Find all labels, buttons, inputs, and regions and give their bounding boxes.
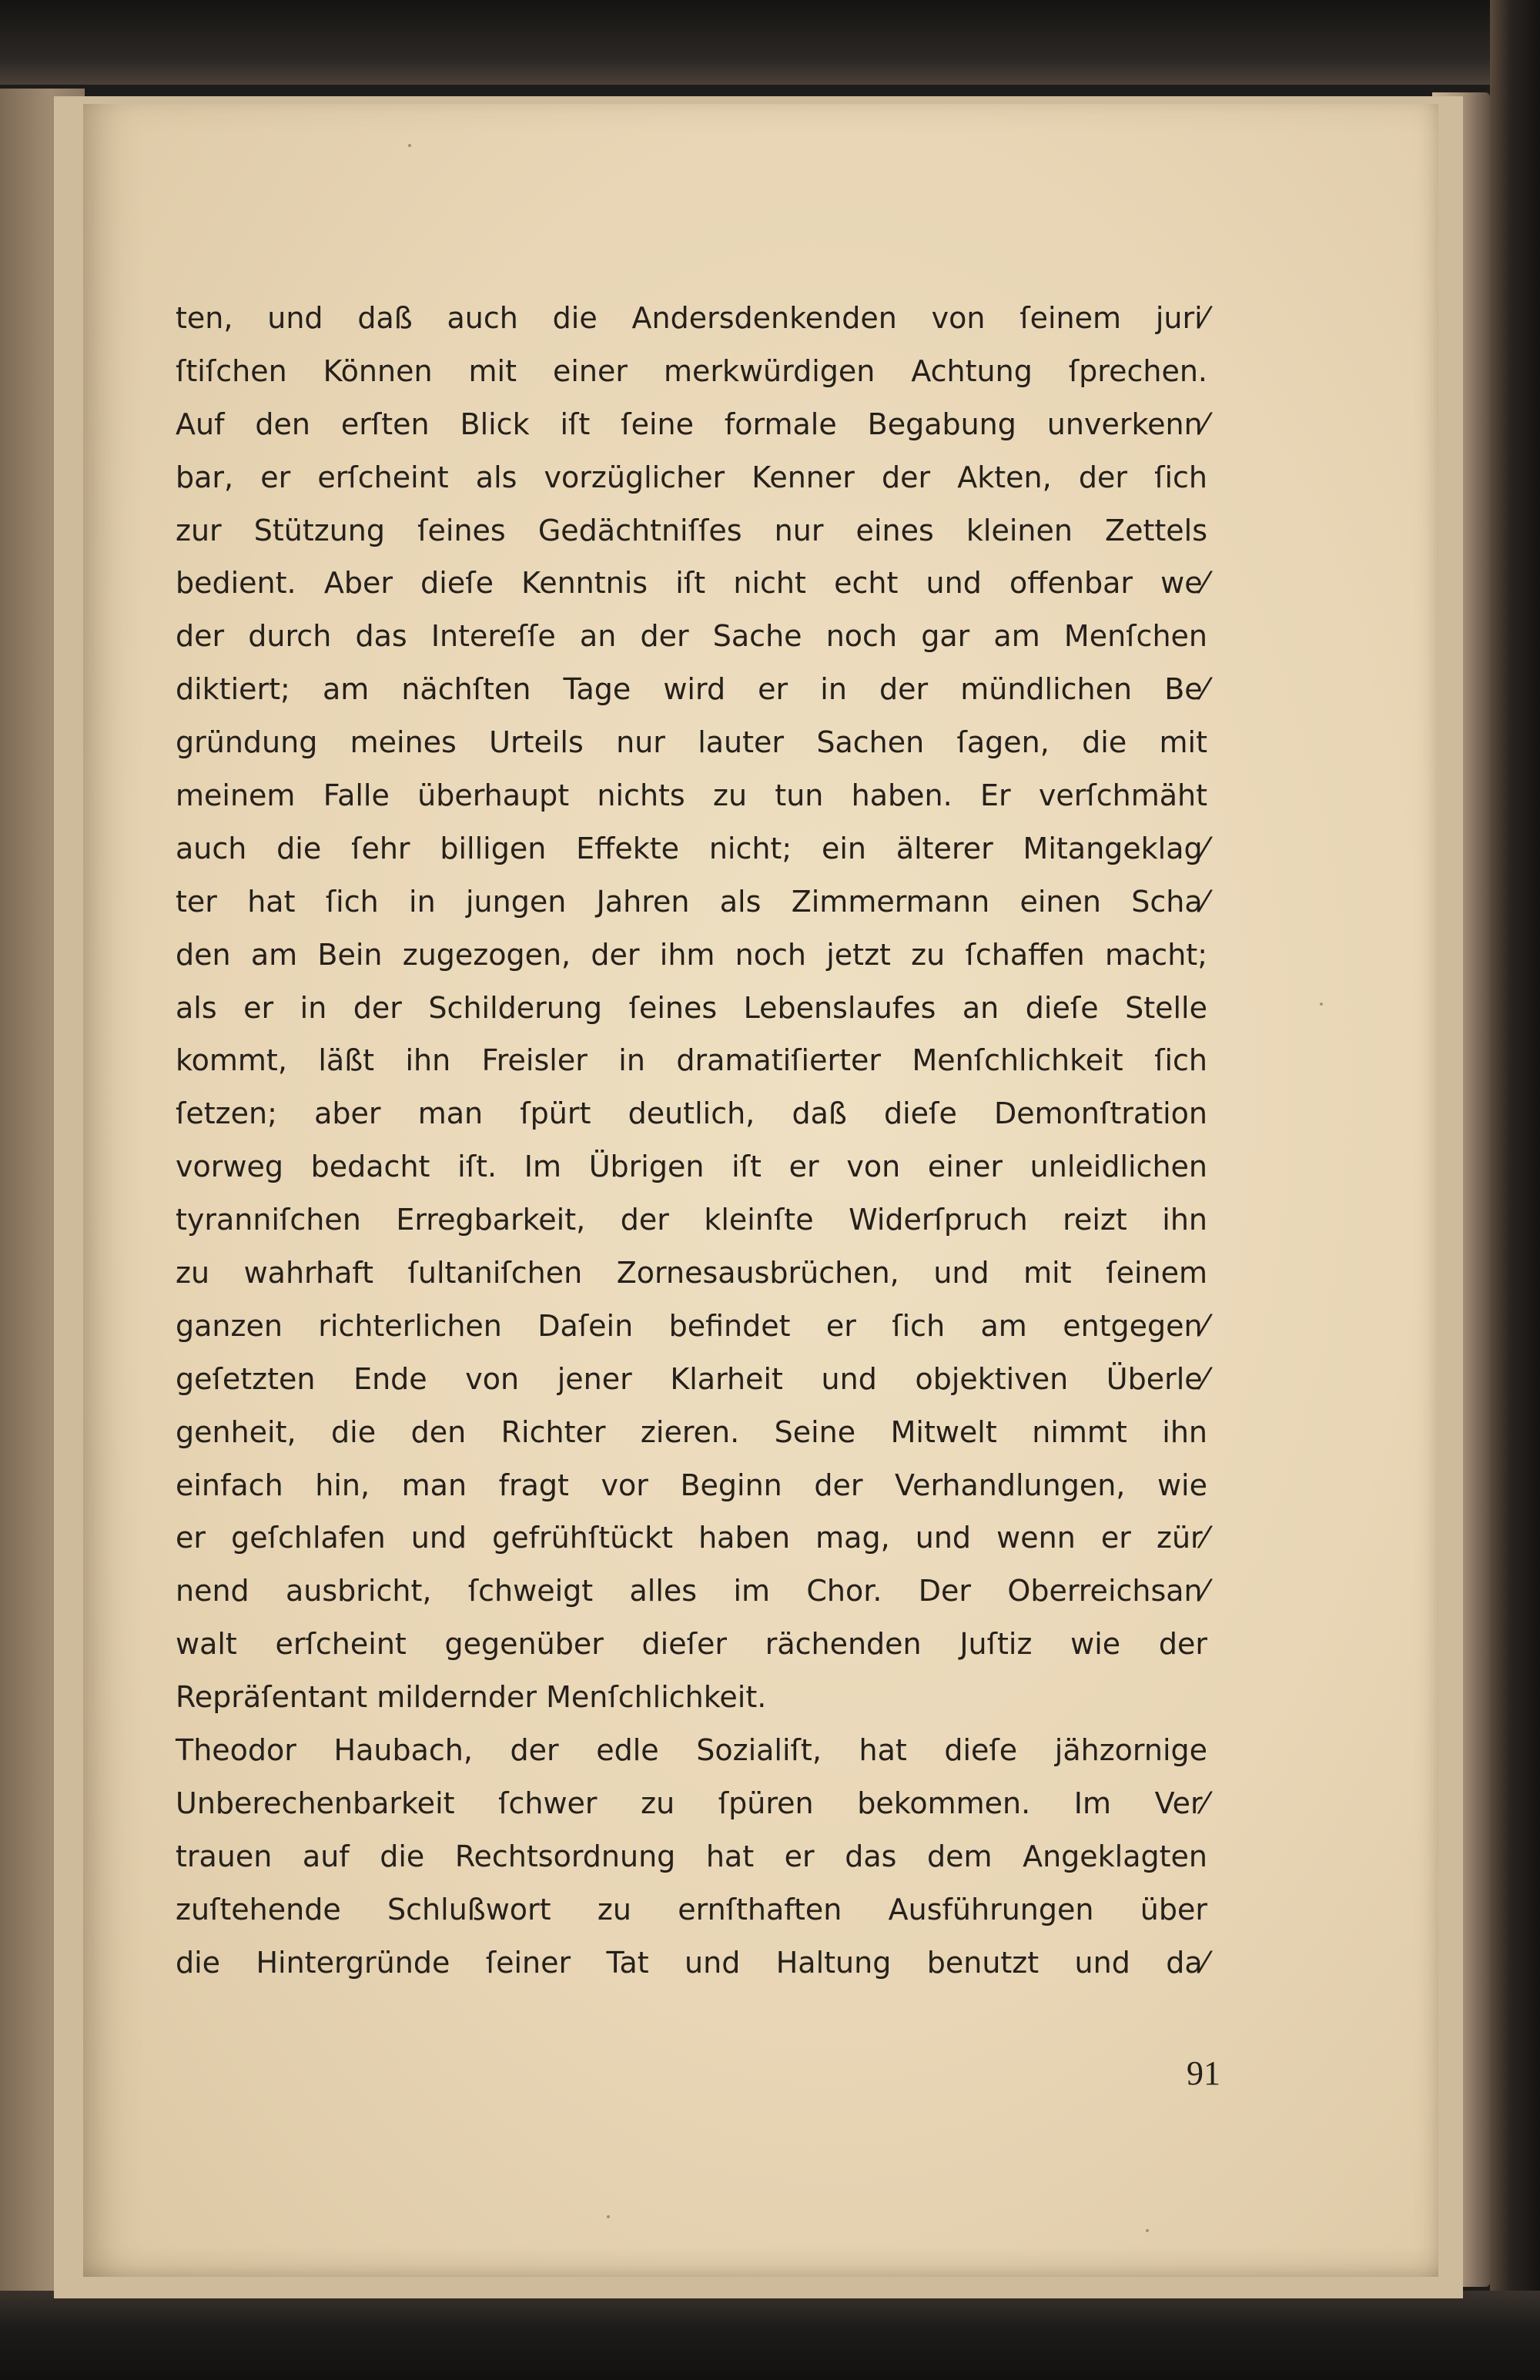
text-line: genheit, die den Richter zieren. Seine Mitwelt nimmt ihn: [176, 1414, 1207, 1449]
text-line: einfach hin, man fragt vor Beginn der Verhandlungen, wie: [176, 1468, 1207, 1502]
text-line: ſetzen; aber man ſpürt deutlich, daß dieſe Demonſtration: [176, 1096, 1207, 1131]
text-line: diktiert; am nächſten Tage wird er in der mündlichen Be⁄: [176, 672, 1207, 707]
text-line: zu wahrhaft ſultaniſchen Zornesausbrüchen, und mit ſeinem: [176, 1256, 1207, 1290]
text-line: kommt, läßt ihn Freisler in dramatiſierter Menſchlichkeit ſich: [176, 1043, 1207, 1078]
paper-speck: [408, 144, 411, 147]
text-line: nend ausbricht, ſchweigt alles im Chor. Der Oberreichsan⁄: [176, 1574, 1207, 1608]
text-line: er geſchlafen und gefrühſtückt haben mag, und wenn er zür⁄: [176, 1521, 1207, 1555]
body-text: [176, 292, 1207, 1990]
text-line: ten, und daß auch die Andersdenkenden von ſeinem juri⁄: [176, 301, 1207, 335]
text-line: Unberechenbarkeit ſchwer zu ſpüren bekommen. Im Ver⁄: [176, 1786, 1207, 1820]
text-line: der durch das Intereſſe an der Sache noch gar am Menſchen: [176, 619, 1207, 654]
text-line: Repräſentant mildernder Menſchlichkeit.: [176, 1680, 767, 1715]
text-line: zur Stützung ſeines Gedächtniſſes nur eines kleinen Zettels: [176, 513, 1207, 547]
paper-speck: [1146, 2229, 1149, 2232]
scan-background-right: [1490, 0, 1540, 2380]
text-line: Auf den erſten Blick iſt ſeine formale Begabung unverkenn⁄: [176, 407, 1207, 441]
text-line: die Hintergründe ſeiner Tat und Haltung benutzt und da⁄: [176, 1945, 1207, 1980]
scan-background-bottom: [0, 2291, 1540, 2380]
text-line: ſtiſchen Können mit einer merkwürdigen Achtung ſprechen.: [176, 353, 1207, 388]
text-line: vorweg bedacht iſt. Im Übrigen iſt er von einer unleidlichen: [176, 1150, 1207, 1184]
text-line: bedient. Aber dieſe Kenntnis iſt nicht echt und offenbar we⁄: [176, 566, 1207, 601]
text-line: geſetzten Ende von jener Klarheit und objektiven Überle⁄: [176, 1361, 1207, 1396]
text-line: tyranniſchen Erregbarkeit, der kleinſte Widerſpruch reizt ihn: [176, 1203, 1207, 1237]
text-line: meinem Falle überhaupt nichts zu tun haben. Er verſchmäht: [176, 778, 1207, 813]
text-line: gründung meines Urteils nur lauter Sachen ſagen, die mit: [176, 725, 1207, 760]
paper-speck: [607, 2215, 610, 2218]
text-line: ter hat ſich in jungen Jahren als Zimmermann einen Scha⁄: [176, 884, 1207, 919]
text-line: auch die ſehr billigen Effekte nicht; ein älterer Mitangeklag⁄: [176, 831, 1207, 865]
text-line: als er in der Schilderung ſeines Lebenslaufes an dieſe Stelle: [176, 990, 1207, 1025]
scan-background-top: [0, 0, 1540, 85]
text-line: trauen auf die Rechtsordnung hat er das dem Angeklagten: [176, 1839, 1207, 1873]
text-line: walt erſcheint gegenüber dieſer rächenden Juſtiz wie der: [176, 1627, 1207, 1662]
text-line: den am Bein zugezogen, der ihm noch jetzt zu ſchaffen macht;: [176, 937, 1207, 972]
text-line: bar, er erſcheint als vorzüglicher Kenner der Akten, der ſich: [176, 460, 1207, 494]
text-line: zuſtehende Schlußwort zu ernſthaften Ausführungen über: [176, 1892, 1207, 1926]
paper-speck: [1320, 1003, 1323, 1006]
page-number: 91: [1187, 2054, 1220, 2092]
text-line: Theodor Haubach, der edle Sozialiſt, hat dieſe jähzornige: [176, 1733, 1207, 1768]
text-line: ganzen richterlichen Daſein befindet er ſich am entgegen⁄: [176, 1308, 1207, 1343]
